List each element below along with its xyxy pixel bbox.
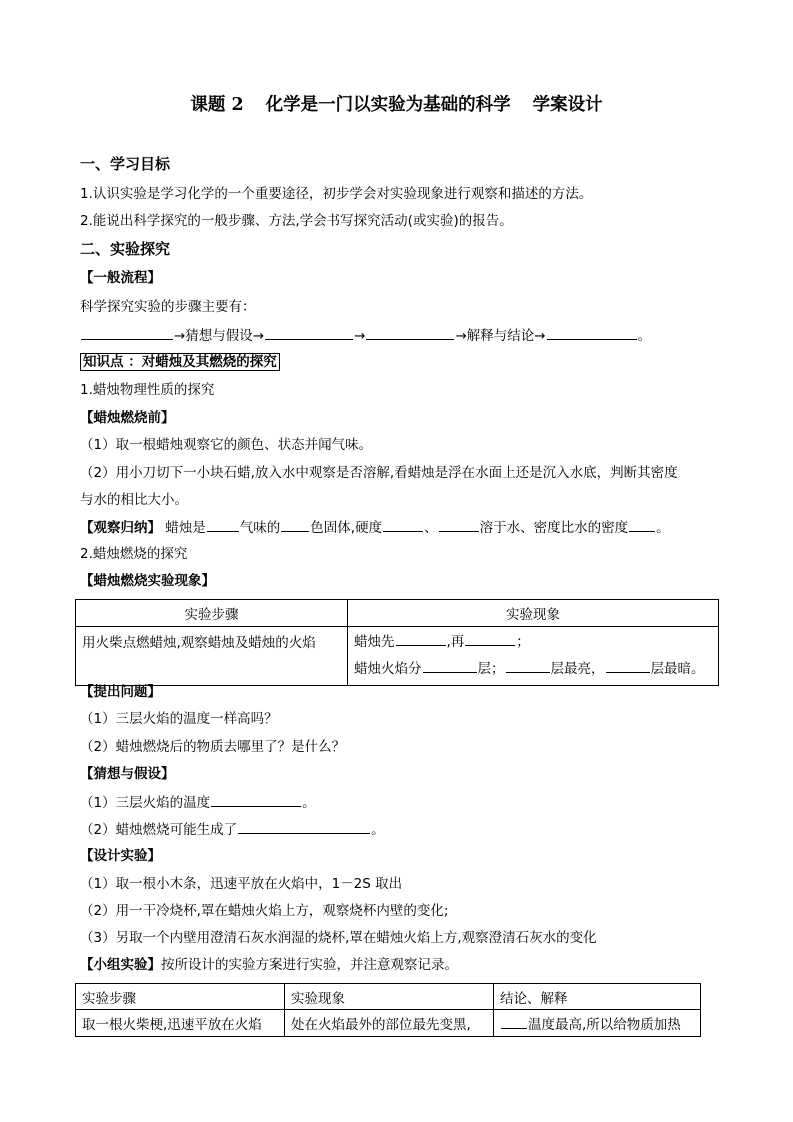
- design-label: 【设计实验】: [80, 848, 161, 864]
- subsection-physical: 1.蜡烛物理性质的探究: [80, 382, 215, 398]
- table2-header-phenomenon: 实验现象: [285, 984, 494, 1010]
- flow-text-4: 。: [637, 328, 652, 344]
- design-step-3: （3）另取一个内壁用澄清石灰水润湿的烧杯,罩在蜡烛火焰上方,观察澄清石灰水的变化: [80, 930, 597, 946]
- ph2-text-3: 层最亮，: [550, 661, 605, 677]
- flow-blank-3[interactable]: [366, 325, 454, 340]
- obs-blank-4[interactable]: [439, 517, 479, 532]
- table1-header-step: 实验步骤: [76, 600, 348, 627]
- flow-blank-1[interactable]: [81, 325, 173, 340]
- ph2-blank-2[interactable]: [506, 658, 550, 673]
- hyp2-end: 。: [371, 822, 385, 838]
- subsection-burning: 2.蜡烛燃烧的探究: [80, 546, 188, 562]
- ph2-text-4: 层最暗。: [650, 661, 705, 677]
- group-experiment-table: [75, 983, 701, 1037]
- table2-cell-conclusion: [494, 1010, 701, 1037]
- table2-cell-step: 取一根火柴梗,迅速平放在火焰: [76, 1010, 285, 1037]
- hyp1-end: 。: [302, 795, 316, 811]
- obs-text-1: 蜡烛是: [165, 520, 206, 536]
- flow-label: 【一般流程】: [80, 270, 161, 286]
- flow-text-2: →: [354, 328, 366, 344]
- obs-text-3: 色固体,硬度: [310, 520, 383, 536]
- candle-experiment-table: [75, 599, 719, 686]
- phenomenon-line-1: [354, 629, 712, 656]
- observation-label: 【观察归纳】: [80, 520, 161, 536]
- obs-blank-1[interactable]: [207, 517, 239, 532]
- design-step-1: （1）取一根小木条，迅速平放在火焰中，1－2S 取出: [80, 876, 403, 892]
- obs-text-2: 气味的: [239, 520, 281, 536]
- goal-item-1: 1.认识实验是学习化学的一个重要途径，初步学会对实验现象进行观察和描述的方法。: [80, 186, 593, 202]
- goal-item-2: 2.能说出科学探究的一般步骤、方法,学会书写探究活动(或实验)的报告。: [80, 213, 513, 229]
- before-step-1: （1）取一根蜡烛观察它的颜色、状态并闻气味。: [80, 437, 373, 453]
- group-label: 【小组实验】: [80, 957, 161, 973]
- title-lesson: 课题 2: [190, 95, 244, 115]
- group-experiment: [80, 955, 458, 975]
- section-heading-goals: 一、学习目标: [80, 155, 171, 173]
- knowledge-point: [80, 352, 280, 372]
- page-title: [0, 91, 793, 116]
- before-step-2a: （2）用小刀切下一小块石蜡,放入水中观察是否溶解,看蜡烛是浮在水面上还是沉入水底，判断其密度: [80, 465, 678, 481]
- experiment-label: 【蜡烛燃烧实验现象】: [80, 573, 215, 589]
- ph1-text-2: ,再: [446, 634, 465, 650]
- before-step-2b: 与水的相比大小。: [80, 492, 188, 508]
- obs-text-6: 。: [656, 520, 670, 536]
- flow-blank-2[interactable]: [265, 325, 353, 340]
- flow-blank-4[interactable]: [547, 325, 637, 340]
- knowledge-label: 知识点 ：对蜡烛及其燃烧的探究: [80, 353, 280, 371]
- title-topic: 化学是一门以实验为基础的科学: [265, 95, 511, 115]
- question-label: 【提出问题】: [80, 684, 161, 700]
- hypothesis-2: [80, 819, 385, 840]
- question-2: （2）蜡烛燃烧后的物质去哪里了？是什么？: [80, 739, 346, 755]
- ph2-text-2: 层；: [477, 661, 505, 677]
- table2-cell-phenomenon: 处在火焰最外的部位最先变黑,: [285, 1010, 494, 1037]
- group-text: 按所设计的实验方案进行实验，并注意观察记录。: [161, 957, 458, 973]
- ph1-blank-2[interactable]: [465, 631, 515, 646]
- ph1-text-3: ；: [516, 634, 530, 650]
- phenomenon-line-2: [354, 656, 712, 683]
- ph2-text-1: 蜡烛火焰分: [354, 661, 422, 677]
- ph2-blank-1[interactable]: [423, 658, 477, 673]
- ph1-text-1: 蜡烛先: [354, 634, 395, 650]
- flow-intro: 科学探究实验的步骤主要有：: [80, 299, 256, 315]
- conclusion-text: 温度最高,所以给物质加热: [528, 1017, 681, 1033]
- hyp1-blank[interactable]: [211, 792, 301, 807]
- ph2-blank-3[interactable]: [606, 658, 650, 673]
- question-1: （1）三层火焰的温度一样高吗？: [80, 711, 278, 727]
- design-step-2: （2）用一干冷烧杯,罩在蜡烛火焰上方，观察烧杯内壁的变化;: [80, 903, 449, 919]
- conclusion-blank[interactable]: [501, 1014, 527, 1029]
- obs-blank-2[interactable]: [281, 517, 309, 532]
- flow-text-1: →猜想与假设→: [174, 328, 265, 344]
- hyp1-text: （1）三层火焰的温度: [80, 795, 211, 811]
- hyp2-text: （2）蜡烛燃烧可能生成了: [80, 822, 238, 838]
- hypothesis-label: 【猜想与假设】: [80, 766, 175, 782]
- title-suffix: 学案设计: [532, 95, 603, 115]
- section-heading-explore: 二、实验探究: [80, 240, 171, 258]
- table2-header-conclusion: 结论、解释: [494, 984, 701, 1010]
- obs-blank-5[interactable]: [629, 517, 655, 532]
- table1-header-phenomenon: 实验现象: [348, 600, 719, 627]
- obs-blank-3[interactable]: [383, 517, 423, 532]
- table1-step-cell: 用火柴点燃蜡烛,观察蜡烛及蜡烛的火焰: [76, 627, 348, 686]
- hyp2-blank[interactable]: [238, 819, 370, 834]
- obs-text-5: 溶于水、密度比水的密度: [479, 520, 629, 536]
- flow-steps: [80, 325, 651, 346]
- flow-text-3: →解释与结论→: [455, 328, 546, 344]
- ph1-blank-1[interactable]: [396, 631, 446, 646]
- table1-phenomenon-cell: [348, 627, 719, 686]
- hypothesis-1: [80, 792, 316, 813]
- table2-header-step: 实验步骤: [76, 984, 285, 1010]
- observation-line: [80, 517, 670, 538]
- obs-text-4: 、: [424, 520, 438, 536]
- before-label: 【蜡烛燃烧前】: [80, 410, 175, 426]
